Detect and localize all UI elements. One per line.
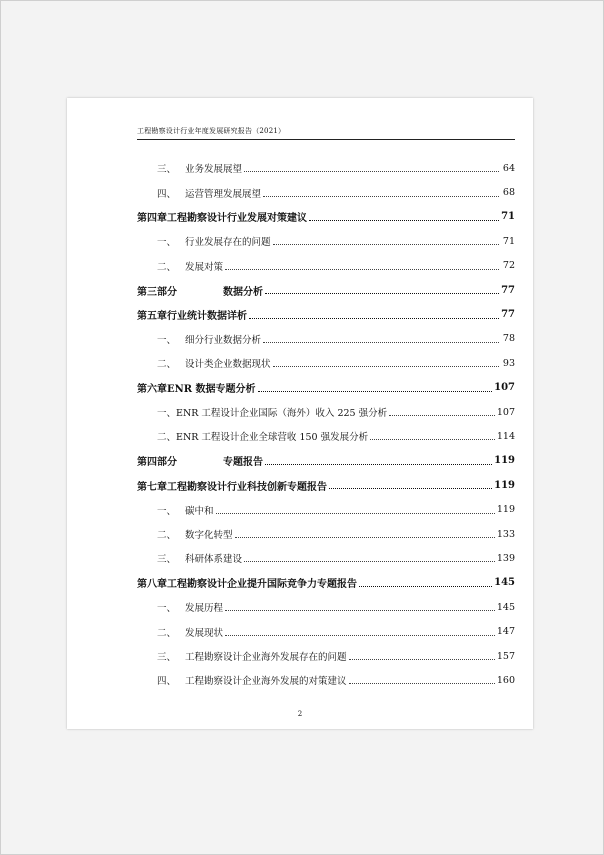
toc-entry-number: 二、 xyxy=(157,359,177,371)
toc-entry-title: 发展对策 xyxy=(185,261,224,273)
toc-chapter-entry[interactable] xyxy=(137,302,515,326)
toc-entry-page: 119 xyxy=(496,504,515,516)
toc-entry-page: 77 xyxy=(501,309,515,321)
toc-section-entry[interactable] xyxy=(137,668,515,692)
toc-section-entry[interactable] xyxy=(137,497,515,521)
toc-entry-page: 114 xyxy=(496,430,515,442)
toc-section-entry[interactable] xyxy=(137,595,515,619)
toc-entry-number: 二、 xyxy=(157,530,177,542)
toc-entry-title: 碳中和 xyxy=(185,505,214,517)
toc-entry-page: 107 xyxy=(496,406,515,418)
toc-entry-title: 数字化转型 xyxy=(185,530,233,542)
toc-entry-title: ENR 数据专题分析 xyxy=(167,384,256,396)
toc-entry-title: 发展历程 xyxy=(185,603,224,615)
toc-entry-page: 133 xyxy=(496,528,515,540)
toc-entry-number: 三、 xyxy=(157,164,177,176)
toc-dot-leader xyxy=(244,170,499,172)
toc-entry-page: 107 xyxy=(494,382,515,394)
toc-section-entry[interactable] xyxy=(137,156,515,180)
toc-entry-title: 工程勘察设计企业海外发展的对策建议 xyxy=(185,676,347,688)
toc-dot-leader xyxy=(258,390,493,392)
toc-entry-title: 科研体系建设 xyxy=(185,554,243,566)
toc-section-entry[interactable] xyxy=(137,522,515,546)
toc-entry-title: 工程勘察设计行业科技创新专题报告 xyxy=(167,481,327,493)
toc-chapter-entry[interactable] xyxy=(137,205,515,229)
table-of-contents xyxy=(137,156,515,693)
toc-dot-leader xyxy=(265,463,492,465)
toc-entry-number: 三、 xyxy=(157,554,177,566)
toc-section-entry[interactable] xyxy=(137,644,515,668)
toc-entry-number: 四、 xyxy=(157,676,177,688)
toc-dot-leader xyxy=(329,487,492,489)
toc-entry-title: 工程勘察设计企业提升国际竞争力专题报告 xyxy=(167,579,357,591)
toc-dot-leader xyxy=(263,341,499,343)
toc-chapter-entry[interactable] xyxy=(137,449,515,473)
toc-entry-title: 发展现状 xyxy=(185,627,224,639)
toc-dot-leader xyxy=(265,292,499,294)
toc-entry-page: 93 xyxy=(502,357,515,369)
toc-section-entry[interactable] xyxy=(137,424,515,448)
running-header: 工程勘察设计行业年度发展研究报告（2021） xyxy=(137,126,515,140)
toc-entry-number: 第五章 xyxy=(137,311,167,323)
toc-section-entry[interactable] xyxy=(137,180,515,204)
toc-entry-number: 第三部分 xyxy=(137,286,177,298)
toc-entry-number: 第八章 xyxy=(137,579,167,591)
toc-entry-page: 145 xyxy=(496,601,515,613)
toc-entry-page: 119 xyxy=(494,479,515,491)
toc-entry-number: 一、 xyxy=(157,408,177,420)
toc-entry-title: 行业统计数据详析 xyxy=(167,311,247,323)
toc-entry-page: 147 xyxy=(496,626,515,638)
toc-entry-title: ENR 工程设计企业全球营收 150 强发展分析 xyxy=(176,432,369,444)
toc-entry-number: 第四部分 xyxy=(137,457,177,469)
toc-entry-page: 119 xyxy=(494,455,515,467)
toc-entry-number: 第七章 xyxy=(137,481,167,493)
toc-section-entry[interactable] xyxy=(137,400,515,424)
toc-dot-leader xyxy=(349,682,495,684)
toc-entry-page: 68 xyxy=(502,187,515,199)
toc-entry-title: 设计类企业数据现状 xyxy=(185,359,271,371)
toc-entry-number: 二、 xyxy=(157,432,177,444)
toc-dot-leader xyxy=(225,268,499,270)
toc-entry-number: 一、 xyxy=(157,505,177,517)
toc-entry-page: 77 xyxy=(501,284,515,296)
toc-dot-leader xyxy=(349,658,495,660)
toc-dot-leader xyxy=(216,512,495,514)
toc-chapter-entry[interactable] xyxy=(137,376,515,400)
toc-entry-number: 一、 xyxy=(157,334,177,346)
toc-entry-page: 71 xyxy=(501,211,515,223)
toc-entry-page: 145 xyxy=(494,577,515,589)
toc-dot-leader xyxy=(273,365,499,367)
toc-entry-number: 二、 xyxy=(157,627,177,639)
toc-entry-title: 业务发展展望 xyxy=(185,164,243,176)
toc-entry-page: 71 xyxy=(502,235,515,247)
toc-entry-page: 78 xyxy=(502,333,515,345)
toc-chapter-entry[interactable] xyxy=(137,278,515,302)
toc-dot-leader xyxy=(263,195,499,197)
toc-entry-title: ENR 工程设计企业国际（海外）收入 225 强分析 xyxy=(176,408,388,420)
toc-dot-leader xyxy=(359,585,492,587)
toc-entry-number: 第六章 xyxy=(137,384,167,396)
toc-section-entry[interactable] xyxy=(137,546,515,570)
toc-entry-title: 工程勘察设计企业海外发展存在的问题 xyxy=(185,652,347,663)
toc-entry-page: 139 xyxy=(496,552,515,564)
toc-section-entry[interactable] xyxy=(137,619,515,643)
toc-entry-page: 64 xyxy=(502,162,515,174)
document-page xyxy=(67,98,533,729)
toc-dot-leader xyxy=(235,536,495,538)
toc-entry-number: 一、 xyxy=(157,603,177,615)
toc-entry-page: 160 xyxy=(496,674,515,686)
toc-section-entry[interactable] xyxy=(137,254,515,278)
page-number: 2 xyxy=(297,710,303,718)
toc-section-entry[interactable] xyxy=(137,351,515,375)
toc-entry-title: 细分行业数据分析 xyxy=(185,334,262,346)
toc-dot-leader xyxy=(309,219,499,221)
toc-dot-leader xyxy=(244,560,495,562)
toc-entry-title: 工程勘察设计行业发展对策建议 xyxy=(167,213,307,225)
toc-entry-number: 第四章 xyxy=(137,213,167,225)
toc-section-entry[interactable] xyxy=(137,229,515,253)
toc-dot-leader xyxy=(225,609,495,611)
toc-entry-title: 专题报告 xyxy=(223,457,263,469)
toc-entry-page: 157 xyxy=(496,650,515,662)
toc-chapter-entry[interactable] xyxy=(137,473,515,497)
toc-entry-title: 数据分析 xyxy=(223,286,263,298)
toc-dot-leader xyxy=(225,634,495,636)
toc-dot-leader xyxy=(273,243,499,245)
toc-section-entry[interactable] xyxy=(137,327,515,351)
toc-entry-page: 72 xyxy=(502,260,515,272)
toc-entry-title: 运营管理发展展望 xyxy=(185,188,262,200)
toc-entry-number: 四、 xyxy=(157,188,177,200)
toc-entry-number: 一、 xyxy=(157,237,177,249)
toc-dot-leader xyxy=(389,414,495,416)
toc-dot-leader xyxy=(249,317,499,319)
toc-dot-leader xyxy=(370,438,495,440)
toc-entry-title: 行业发展存在的问题 xyxy=(185,237,271,249)
toc-entry-number: 二、 xyxy=(157,261,177,273)
toc-chapter-entry[interactable] xyxy=(137,571,515,595)
toc-entry-number: 三、 xyxy=(157,652,177,663)
